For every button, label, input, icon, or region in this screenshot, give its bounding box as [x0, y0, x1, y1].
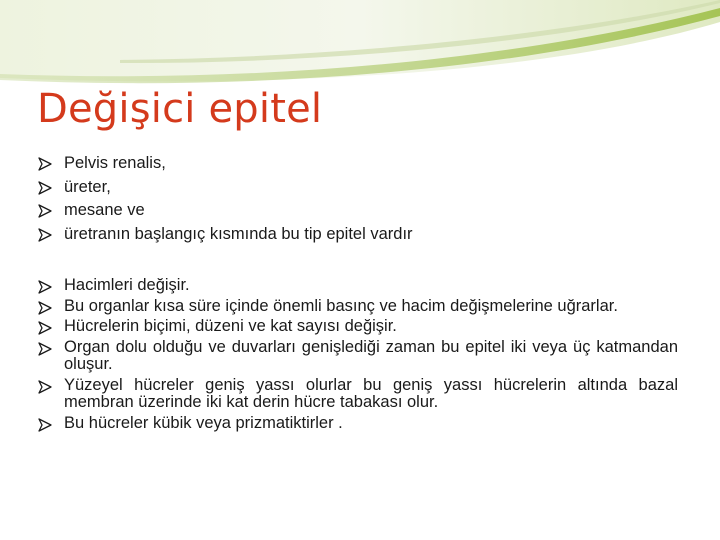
list-item	[38, 377, 678, 412]
list-item	[38, 415, 678, 433]
list-item	[38, 339, 678, 374]
bullet-list-locations	[38, 154, 678, 248]
list-item-text: üretranın başlangıç kısmında bu tip epitel vardır	[64, 224, 413, 243]
slide-title: Değişici epitel	[37, 86, 323, 132]
list-item-text: Organ dolu olduğu ve duvarları genişlediği zaman bu epitel iki veya üç katmandan oluşur.	[64, 337, 678, 373]
arrow-bullet-icon	[38, 380, 52, 394]
list-item-text: Hücrelerin biçimi, düzeni ve kat sayısı değişir.	[64, 317, 397, 335]
list-item	[38, 318, 678, 336]
bullet-list-properties	[38, 277, 678, 435]
arrow-bullet-icon	[38, 280, 52, 294]
list-item-text: Bu organlar kısa süre içinde önemli basınç ve hacim değişmelerine uğrarlar.	[64, 296, 618, 315]
list-item-text: üreter,	[64, 177, 111, 196]
list-item-text: Yüzeyel hücreler geniş yassı olurlar bu geniş yassı hücrelerin altında bazal membran üzerinde iki kat derin hücre tabakası olur.	[64, 375, 678, 411]
arrow-bullet-icon	[38, 157, 52, 171]
list-item	[38, 178, 678, 197]
list-item	[38, 201, 678, 220]
list-item-text: Pelvis renalis,	[64, 154, 166, 172]
list-item	[38, 298, 678, 316]
arrow-bullet-icon	[38, 204, 52, 218]
arrow-bullet-icon	[38, 228, 52, 242]
list-item	[38, 154, 678, 173]
arrow-bullet-icon	[38, 301, 52, 315]
arrow-bullet-icon	[38, 181, 52, 195]
list-item	[38, 277, 678, 295]
list-item	[38, 225, 678, 244]
list-item-text: Hacimleri değişir.	[64, 276, 190, 294]
list-item-text: mesane ve	[64, 201, 145, 219]
arrow-bullet-icon	[38, 321, 52, 335]
arrow-bullet-icon	[38, 342, 52, 356]
list-item-text: Bu hücreler kübik veya prizmatiktirler .	[64, 413, 343, 432]
arrow-bullet-icon	[38, 418, 52, 432]
